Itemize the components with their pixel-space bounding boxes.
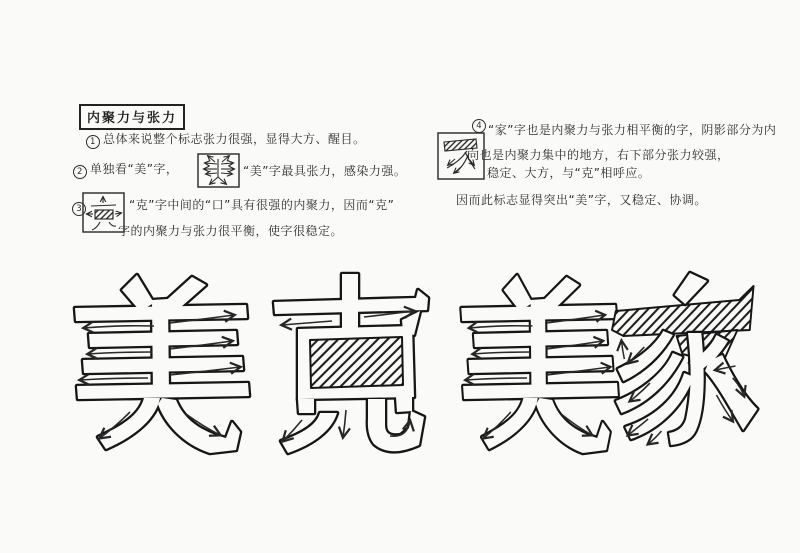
note-text: 因而此标志显得突出“美”字，又稳定、协调。 [456, 193, 707, 207]
note-line-1 [86, 130, 366, 149]
note-text: 稳定、大方，与“克”相呼应。 [487, 166, 651, 180]
page-title-text: 内聚力与张力 [87, 111, 178, 126]
note-text: “家”字也是内聚力与张力相平衡的字，阴影部分为内 [488, 123, 777, 137]
page-title [79, 104, 185, 130]
circled-number-2: 2 [73, 165, 87, 179]
hatch-shading-ke-mouth [310, 337, 403, 388]
note-line-3b [118, 222, 343, 239]
note-text: “克”字中间的“口”具有很强的内聚力，因而“克” [129, 198, 395, 212]
logo-char-jia [612, 273, 757, 445]
note-line-4a [488, 121, 776, 138]
note-line-3a [129, 196, 394, 213]
mei-sketch-icon [198, 154, 239, 187]
note-line-2-tail [243, 162, 406, 179]
note-text: “美”字最具张力，感染力强。 [243, 164, 407, 178]
note-text: 单独看“美”字， [90, 162, 179, 176]
note-text: 向也是内聚力集中的地方，右下部分张力较强， [467, 148, 730, 162]
note-conclusion [456, 191, 707, 208]
circled-number-4: 4 [472, 119, 486, 133]
logo-char-ke [274, 274, 428, 453]
logo-char-mei-2 [461, 275, 618, 453]
note-text: 字的内聚力与张力很平衡，使字很稳定。 [118, 224, 344, 238]
note-line-4b [467, 146, 730, 163]
logo-char-mei-1 [75, 275, 249, 453]
note-line-4c [487, 164, 650, 181]
circled-number-1: 1 [86, 135, 100, 149]
note-line-2-lead [73, 160, 178, 179]
circled-number-3: 3 [72, 202, 86, 216]
note-text: 总体来说整个标志张力很强，显得大方、醒目。 [103, 132, 366, 146]
